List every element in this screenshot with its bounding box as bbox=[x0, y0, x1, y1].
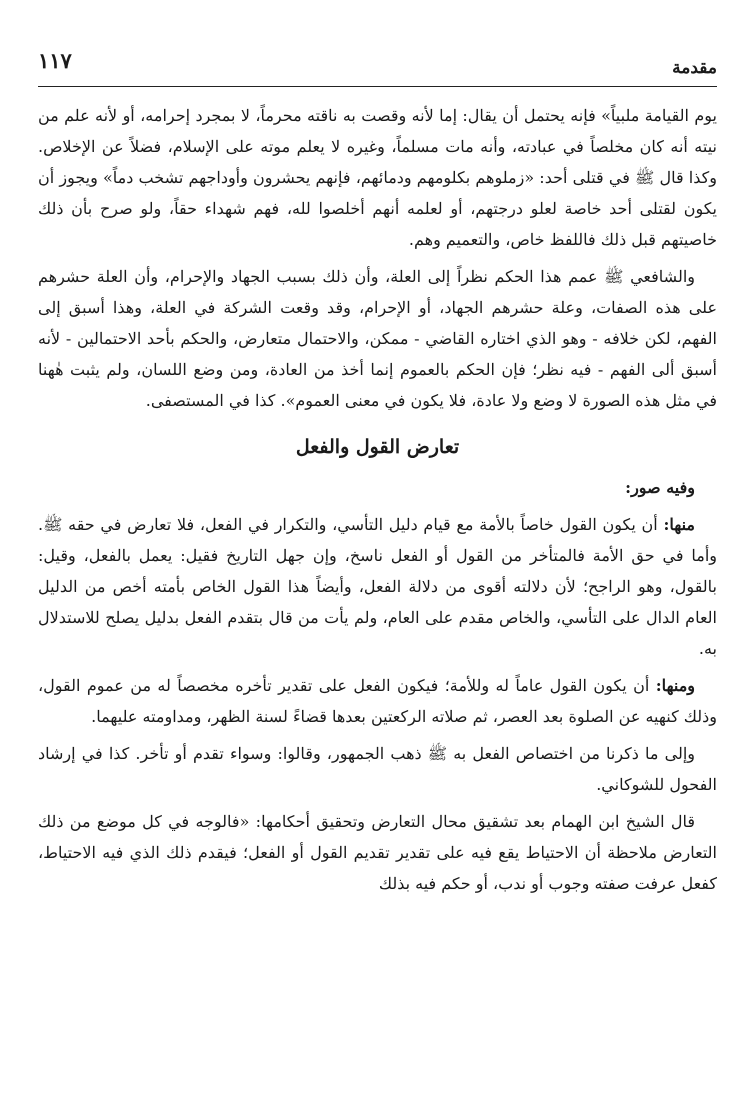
intro-line bbox=[38, 472, 717, 503]
page-header bbox=[38, 44, 717, 84]
paragraph: والشافعي ﷺ عمم هذا الحكم نظراً إلى العلة، وأن ذلك بسبب الجهاد والإحرام، وأن العلة حشرهم على هذه الصفات، وعلة حشرهم الجهاد، أو الإحرام، وقد وقعت الشركة في العلة، وهذا أسبق إلى الفهم، لكن خلافه - وهو الذي اختاره القاضي - ممكن، والاحتمال متعارض، والحكم بأحد الاحتمالين - لأنه أسبق ألى الفهم - فيه نظر؛ فإن الحكم بالعموم إنما أخذ من العادة، ومن وضع اللسان، ولم يثبت هٰهنا في مثل هذه الصورة لا وضع ولا عادة، فلا يكون في معنى العموم». كذا في المستصفى. bbox=[38, 267, 717, 410]
paragraph: وإلى ما ذكرنا من اختصاص الفعل به ﷺ ذهب الجمهور، وقالوا: وسواء تقدم أو تأخر. كذا في إرشاد الفحول للشوكاني. bbox=[38, 744, 717, 794]
section-title: تعارض القول والفعل bbox=[295, 436, 460, 458]
case-lead: منها: bbox=[663, 515, 695, 534]
case-paragraph bbox=[38, 670, 717, 732]
paragraph: قال الشيخ ابن الهمام بعد تشقيق محال التعارض وتحقيق أحكامها: «فالوجه في كل موضع من ذلك التعارض ملاحظة أن الاحتياط يقع فيه على تقدير تقديم القول أو الفعل؛ فيقدم ذلك الذي فيه الاحتياط، كفعل عرفت صفته وجوب أو ندب، أو حكم فيه بذلك bbox=[38, 812, 717, 893]
case-paragraph bbox=[38, 509, 717, 664]
case-text: أن يكون القول عاماً له وللأمة؛ فيكون الفعل على تقدير تأخره مخصصاً له من عموم القول، وذلك كنهيه عن الصلوة بعد العصر، ثم صلاته الركعتين بعدها قضاءً لسنة الظهر، ومداومته عليهما. bbox=[38, 676, 717, 726]
header-rule bbox=[38, 86, 717, 87]
page-body bbox=[38, 100, 717, 905]
case-text: أن يكون القول خاصاً بالأمة مع قيام دليل التأسي، والتكرار في الفعل، فلا تعارض في حقه ﷺ. وأما في حق الأمة فالمتأخر من القول أو الفعل ناسخ، وإن جهل التاريخ فقيل: يعمل بالفعل، وقيل: بالقول، وهو الراجح؛ لأن دلالته أقوى من دلالة الفعل، وأيضاً هذا القول الخاص بأمته أخص من الدليل العام الدال على التأسي، والخاص مقدم على العام، ولم يأت من قال بتقدم الفعل بدليل يصلح للاستدلال به. bbox=[38, 515, 717, 658]
intro-label: وفيه صور: bbox=[625, 478, 695, 497]
paragraph: يوم القيامة ملبياً» فإنه يحتمل أن يقال: إما لأنه وقصت به ناقته محرماً، لا بمجرد إحرامه، أو لأنه علم من نيته أنه كان مخلصاً في عبادته، وأنه مات مسلماً، وغيره لا يعلم موته على الإسلام، فضلاً عن الإخلاص. وكذا قال ﷺ في قتلى أحد: «زملوهم بكلومهم ودمائهم، فإنهم يحشرون وأوداجهم تشخب دماً» ويجوز أن يكون لقتلى أحد خاصة لعلو درجتهم، أو لعلمه أنهم أخلصوا لله، فهم شهداء حقاً، ولو صرح بأن ذلك خاصيتهم قبل ذلك فاللفظ خاص، والتعميم وهم. bbox=[38, 106, 718, 249]
running-title: مقدمة bbox=[672, 58, 717, 78]
case-lead: ومنها: bbox=[655, 676, 695, 695]
page-number: ١١٧ bbox=[38, 48, 72, 73]
